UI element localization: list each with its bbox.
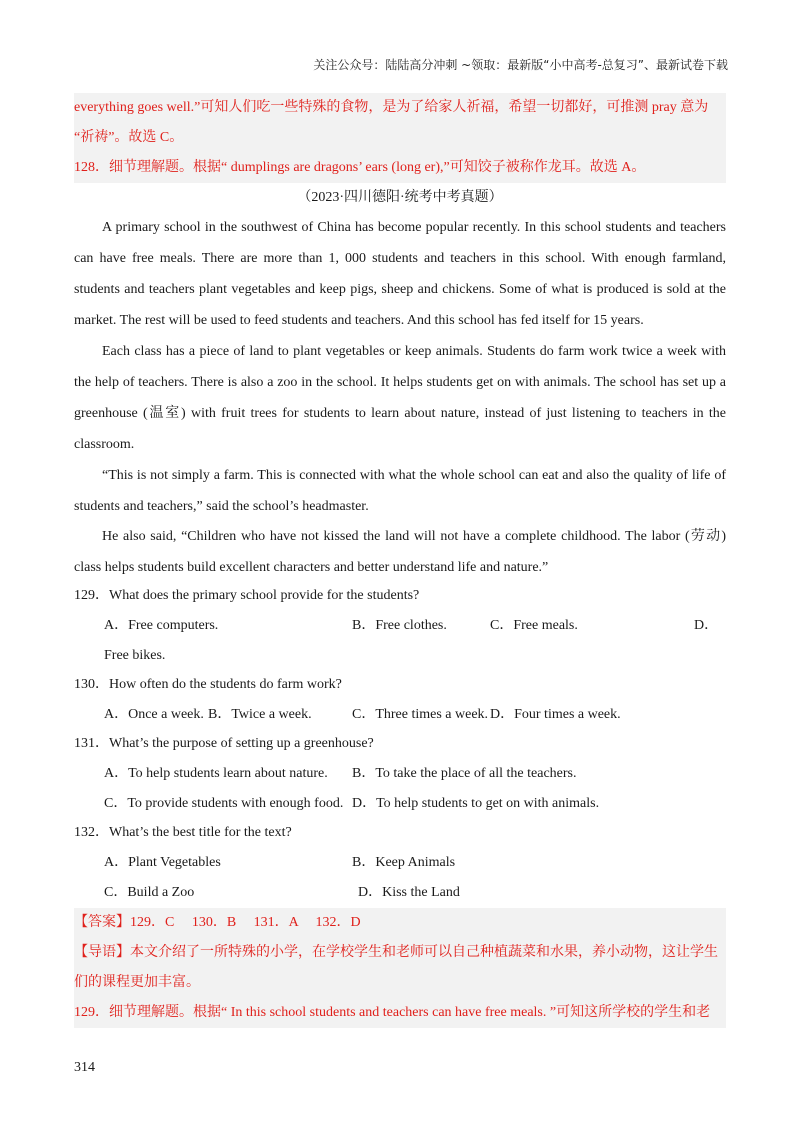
guide-label: 【导语】: [74, 945, 130, 960]
question-132-option-b: B．Keep Animals: [352, 855, 456, 870]
answer-line: [74, 908, 726, 938]
page-header: 关注公众号：陆陆高分冲刺 ~领取：最新版“小中高考-总复习”、最新试卷下载: [313, 58, 728, 72]
prev-explanation-line2: “祈祷”。故选 C。: [74, 123, 726, 153]
explanation-128: 128．细节理解题。根据“ dumplings are dragons’ ears (long er),”可知饺子被称作龙耳。故选 A。: [74, 153, 726, 183]
question-130-option-a: A．Once a week.: [104, 707, 204, 722]
question-129-option-d-letter: D．: [694, 618, 719, 633]
question-129-option-d-text: Free bikes.: [104, 648, 166, 663]
question-132-option-d: D．Kiss the Land: [358, 885, 460, 900]
question-131-option-b: B．To take the place of all the teachers.: [352, 766, 577, 781]
question-129-option-c: C．Free meals.: [490, 618, 578, 633]
passage-paragraph-2: Each class has a piece of land to plant vegetables or keep animals. Students do farm work twice a week with the help of teachers. There is also a zoo in the school. It helps students get on with animals. The school has set up a greenhouse (温室) with fruit trees for students to learn about nature, instead of just listening to teachers in the classroom.: [74, 344, 726, 452]
question-131-option-d: D．To help students to get on with animals.: [352, 796, 600, 811]
question-129-stem: 129．What does the primary school provide for the students?: [74, 588, 420, 603]
question-129-option-a: A．Free computers.: [104, 618, 219, 633]
explanation-129: 129．细节理解题。根据“ In this school students and teachers can have free meals. ”可知这所学校的学生和老: [74, 998, 726, 1028]
question-131-stem: 131．What’s the purpose of setting up a greenhouse?: [74, 736, 374, 751]
passage-paragraph-1: A primary school in the southwest of China has become popular recently. In this school students and teachers can have free meals. There are more than 1, 000 students and teachers in this school. With enough farmland, students and teachers plant vegetables and keep pigs, sheep and chickens. Some of what is produced is sold at the market. The rest will be used to feed students and teachers. And this school has fed itself for 15 years.: [74, 220, 726, 328]
question-129-option-b: B．Free clothes.: [352, 618, 447, 633]
passage-paragraph-3: “This is not simply a farm. This is connected with what the whole school can eat and also the quality of life of students and teachers,” said the school’s headmaster.: [74, 468, 726, 514]
guide-line2: 们的课程更加丰富。: [74, 968, 726, 998]
prev-explanation-line1: everything goes well.”可知人们吃一些特殊的食物，是为了给家人祈福，希望一切都好，可推测 pray 意为: [74, 93, 726, 123]
answer-label: 【答案】: [74, 915, 130, 930]
question-130-option-d: D．Four times a week.: [490, 707, 621, 722]
source-note: （2023·四川德阳·统考中考真题）: [297, 190, 503, 205]
answer-values: 129．C 130．B 131．A 132．D: [130, 915, 361, 930]
question-131-option-c: C．To provide students with enough food.: [104, 796, 344, 811]
question-130-option-b: B．Twice a week.: [208, 707, 312, 722]
question-132-stem: 132．What’s the best title for the text?: [74, 825, 292, 840]
question-130-option-c: C．Three times a week.: [352, 707, 489, 722]
guide-line1: [74, 938, 726, 968]
guide-text-1: 本文介绍了一所特殊的小学，在学校学生和老师可以自己种植蔬菜和水果，养小动物，这让学生: [130, 945, 718, 960]
question-131-option-a: A．To help students learn about nature.: [104, 766, 328, 781]
question-130-stem: 130．How often do the students do farm work?: [74, 677, 342, 692]
passage-paragraph-4: He also said, “Children who have not kissed the land will not have a complete childhood. The labor (劳动) class helps students build excellent characters and better understand life and nature.”: [74, 529, 726, 575]
question-132-option-c: C．Build a Zoo: [104, 885, 195, 900]
page-number: 314: [74, 1060, 95, 1075]
question-132-option-a: A．Plant Vegetables: [104, 855, 221, 870]
